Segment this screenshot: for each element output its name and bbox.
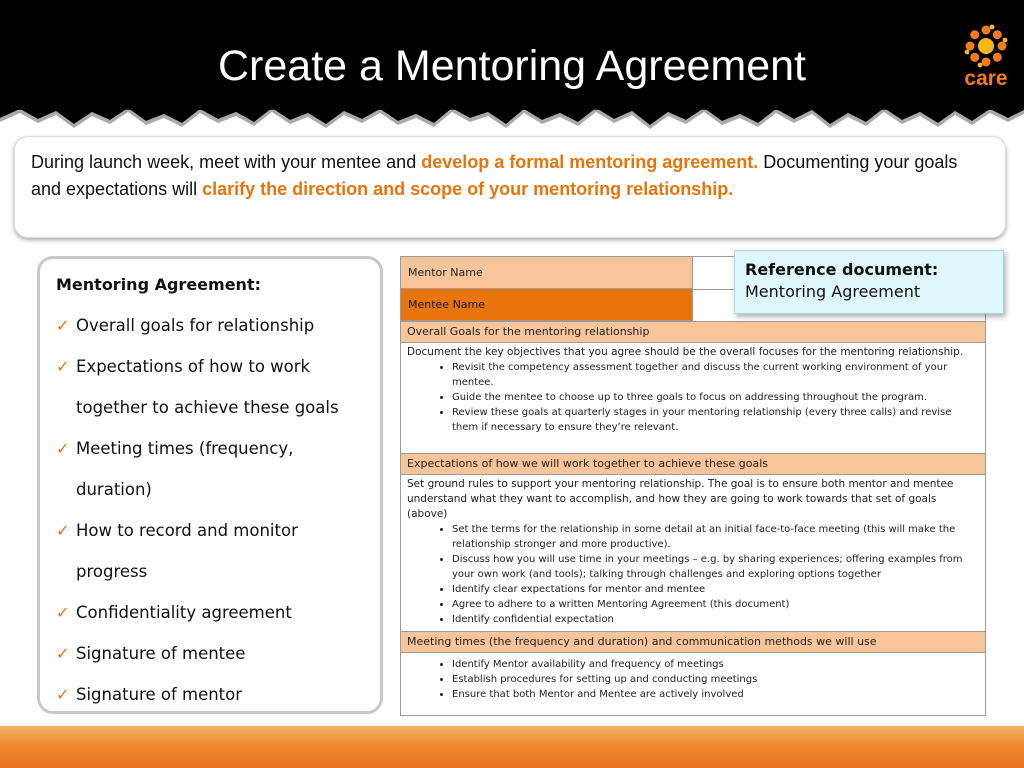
section-bullet: • Identify confidential expectation bbox=[452, 612, 979, 627]
section-header-goals: Overall Goals for the mentoring relationship bbox=[401, 321, 985, 343]
checkmark-icon: ✓ bbox=[56, 685, 70, 704]
checklist-item bbox=[56, 633, 370, 674]
section-bullets bbox=[407, 522, 979, 627]
checklist-item-label: Confidentiality agreement bbox=[76, 603, 292, 622]
checklist-item bbox=[56, 510, 370, 592]
care-logo bbox=[958, 24, 1014, 94]
reference-document-name: Mentoring Agreement bbox=[745, 282, 921, 301]
agreement-checklist bbox=[37, 256, 383, 714]
page-title: Create a Mentoring Agreement bbox=[218, 42, 806, 90]
checkmark-icon: ✓ bbox=[56, 439, 70, 458]
checklist-item-label: Overall goals for relationship bbox=[76, 316, 315, 335]
checklist-item bbox=[56, 305, 370, 346]
section-body-expectations bbox=[401, 475, 985, 631]
checklist-item-label: Expectations of how to work together to achieve these goals bbox=[76, 357, 339, 417]
section-intro: Document the key objectives that you agree should be the overall focuses for the mentoring relationship. bbox=[407, 346, 964, 358]
section-body-goals bbox=[401, 343, 985, 453]
section-header-expectations: Expectations of how we will work together to achieve these goals bbox=[401, 453, 985, 475]
intro-highlight-1: develop a formal mentoring agreement. bbox=[421, 152, 759, 172]
section-bullet: • Discuss how you will use time in your meetings – e.g. by sharing experiences; offering examples from your own work (and tools); talking through challenges and exploring options together bbox=[452, 552, 979, 582]
section-bullet: • Identify clear expectations for mentor and mentee bbox=[452, 582, 979, 597]
section-intro: Set ground rules to support your mentoring relationship. The goal is to ensure both mentor and mentee understand what they want to accomplish, and how they are going to work towards that set of goals (above) bbox=[407, 478, 954, 520]
checkmark-icon: ✓ bbox=[56, 521, 70, 540]
checklist-item-label: Signature of mentor bbox=[76, 685, 243, 704]
checkmark-icon: ✓ bbox=[56, 357, 70, 376]
care-logo-wordmark: care bbox=[964, 67, 1008, 90]
checklist-item bbox=[56, 592, 370, 633]
checklist-item bbox=[56, 428, 370, 510]
section-body-meetings bbox=[401, 655, 985, 715]
checkmark-icon: ✓ bbox=[56, 644, 70, 663]
mentee-name-label: Mentee Name bbox=[401, 289, 693, 321]
section-bullets bbox=[407, 657, 979, 702]
section-bullet: • Revisit the competency assessment together and discuss the current working environment of your mentee. bbox=[452, 360, 979, 390]
intro-callout bbox=[14, 136, 1006, 238]
reference-document-callout bbox=[734, 250, 1004, 314]
agreement-document-preview bbox=[400, 256, 986, 716]
section-bullet: • Set the terms for the relationship in some detail at an initial face-to-face meeting (this will make the relationship stronger and more productive). bbox=[452, 522, 979, 552]
checklist-item-label: Signature of mentee bbox=[76, 644, 246, 663]
checklist-item bbox=[56, 346, 370, 428]
section-bullet: • Agree to adhere to a written Mentoring Agreement (this document) bbox=[452, 597, 979, 612]
mentor-name-label: Mentor Name bbox=[401, 257, 693, 289]
section-header-meetings: Meeting times (the frequency and duration) and communication methods we will use bbox=[401, 631, 985, 653]
intro-text-1: During launch week, meet with your mentee and bbox=[31, 152, 422, 172]
intro-highlight-2: clarify the direction and scope of your mentoring relationship. bbox=[202, 179, 734, 199]
intro-text-2: Documenting your goals and expectations will bbox=[31, 152, 958, 199]
checklist-list bbox=[56, 305, 370, 715]
section-bullet: • Identify Mentor availability and frequency of meetings bbox=[452, 657, 979, 672]
checklist-item bbox=[56, 674, 370, 715]
checklist-item-label: How to record and monitor progress bbox=[76, 521, 298, 581]
checklist-title: Mentoring Agreement: bbox=[56, 275, 261, 294]
section-bullet: • Guide the mentee to choose up to three goals to focus on addressing throughout the program. bbox=[452, 390, 979, 405]
section-bullet: • Ensure that both Mentor and Mentee are actively involved bbox=[452, 687, 979, 702]
torn-edge-decoration bbox=[0, 96, 1024, 132]
checklist-item-label: Meeting times (frequency, duration) bbox=[76, 439, 294, 499]
checkmark-icon: ✓ bbox=[56, 603, 70, 622]
care-logo-icon bbox=[958, 24, 1014, 68]
footer-bar bbox=[0, 726, 1024, 768]
checkmark-icon: ✓ bbox=[56, 316, 70, 335]
reference-title: Reference document: bbox=[745, 260, 939, 279]
section-bullet: • Establish procedures for setting up and conducting meetings bbox=[452, 672, 979, 687]
section-bullet: • Review these goals at quarterly stages in your mentoring relationship (every three calls) and revise them if necessary to ensure they’re relevant. bbox=[452, 405, 979, 435]
section-bullets bbox=[407, 360, 979, 435]
